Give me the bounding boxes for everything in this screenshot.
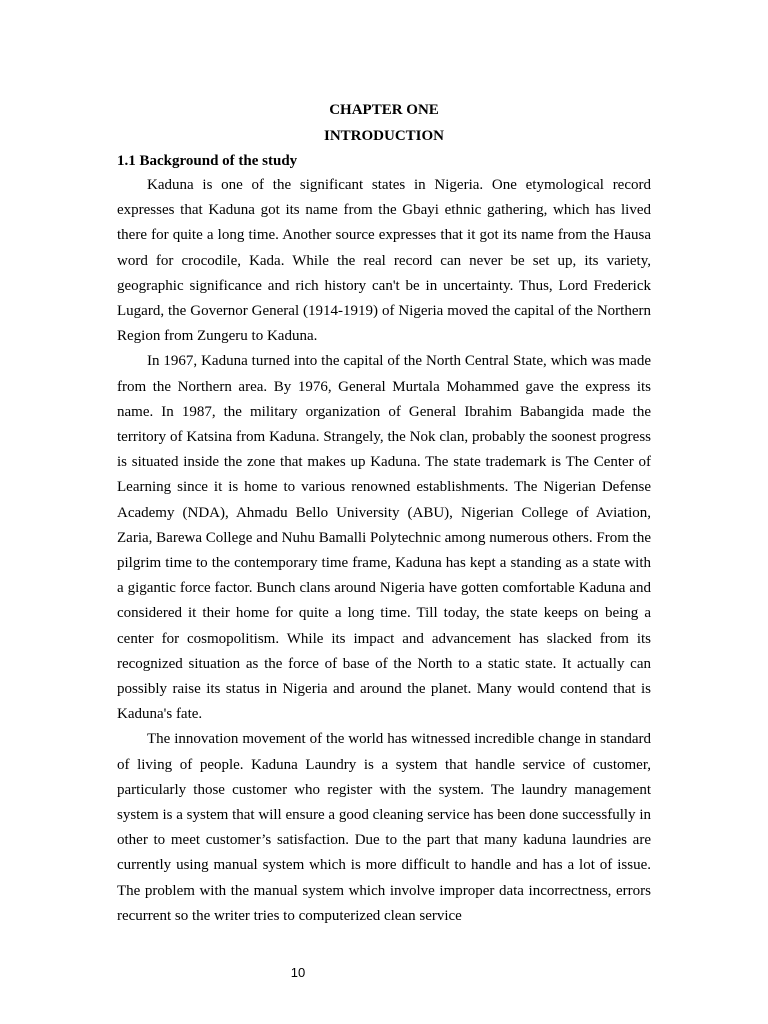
chapter-heading: CHAPTER ONE	[329, 102, 439, 118]
paragraph-kaduna-capital: In 1967, Kaduna turned into the capital of the North Central State, which was made from the Northern area. By 1976, General Murtala Mohammed gave the express its name. In 1987, the military organization of General Ibrahim Babangida made the territory of Katsina from Kaduna. Strangely, the Nok clan, probably the soonest progress is situated inside the zone that makes up Kaduna. The state trademark is The Center of Learning since it is home to various renowned establishments. The Nigerian Defense Academy (NDA), Ahmadu Bello University (ABU), Nigerian College of Aviation, Zaria, Barewa College and Nuhu Bamalli Polytechnic among numerous others. From the pilgrim time to the contemporary time frame, Kaduna has kept a standing as a state with a gigantic force factor. Bunch clans around Nigeria have gotten comfortable Kaduna and considered it their home for quite a long time. Till today, the state keeps on being a center for cosmopolitism. While its impact and advancement has slacked from its recognized situation as the force of base of the North to a static state. It actually can possibly raise its status in Nigeria and around the planet. Many would contend that is Kaduna's fate.	[117, 353, 651, 723]
paragraph-laundry-system: The innovation movement of the world has witnessed incredible change in standard of living of people. Kaduna Laundry is a system that handle service of customer, particularly those customer who register with the system. The laundry management system is a system that will ensure a good cleaning service has been done successfully in other to meet customer’s satisfaction. Due to the part that many kaduna laundries are currently using manual system which is more difficult to handle and has a lot of issue. The problem with the manual system which involve improper data incorrectness, errors recurrent so the writer tries to computerized clean service	[117, 731, 651, 924]
paragraph-kaduna-history: Kaduna is one of the significant states in Nigeria. One etymological record expresses that Kaduna got its name from the Gbayi ethnic gathering, which has lived there for quite a long time. Another source expresses that it got its name from the Hausa word for crocodile, Kada. While the real record can never be set up, its variety, geographic significance and rich history can't be in uncertainty. Thus, Lord Frederick Lugard, the Governor General (1914-1919) of Nigeria moved the capital of the Northern Region from Zungeru to Kaduna.	[117, 177, 651, 345]
section-heading: 1.1 Background of the study	[117, 153, 298, 169]
chapter-title: INTRODUCTION	[323, 128, 444, 144]
page-number: 10	[290, 965, 306, 980]
body-text	[117, 173, 651, 929]
